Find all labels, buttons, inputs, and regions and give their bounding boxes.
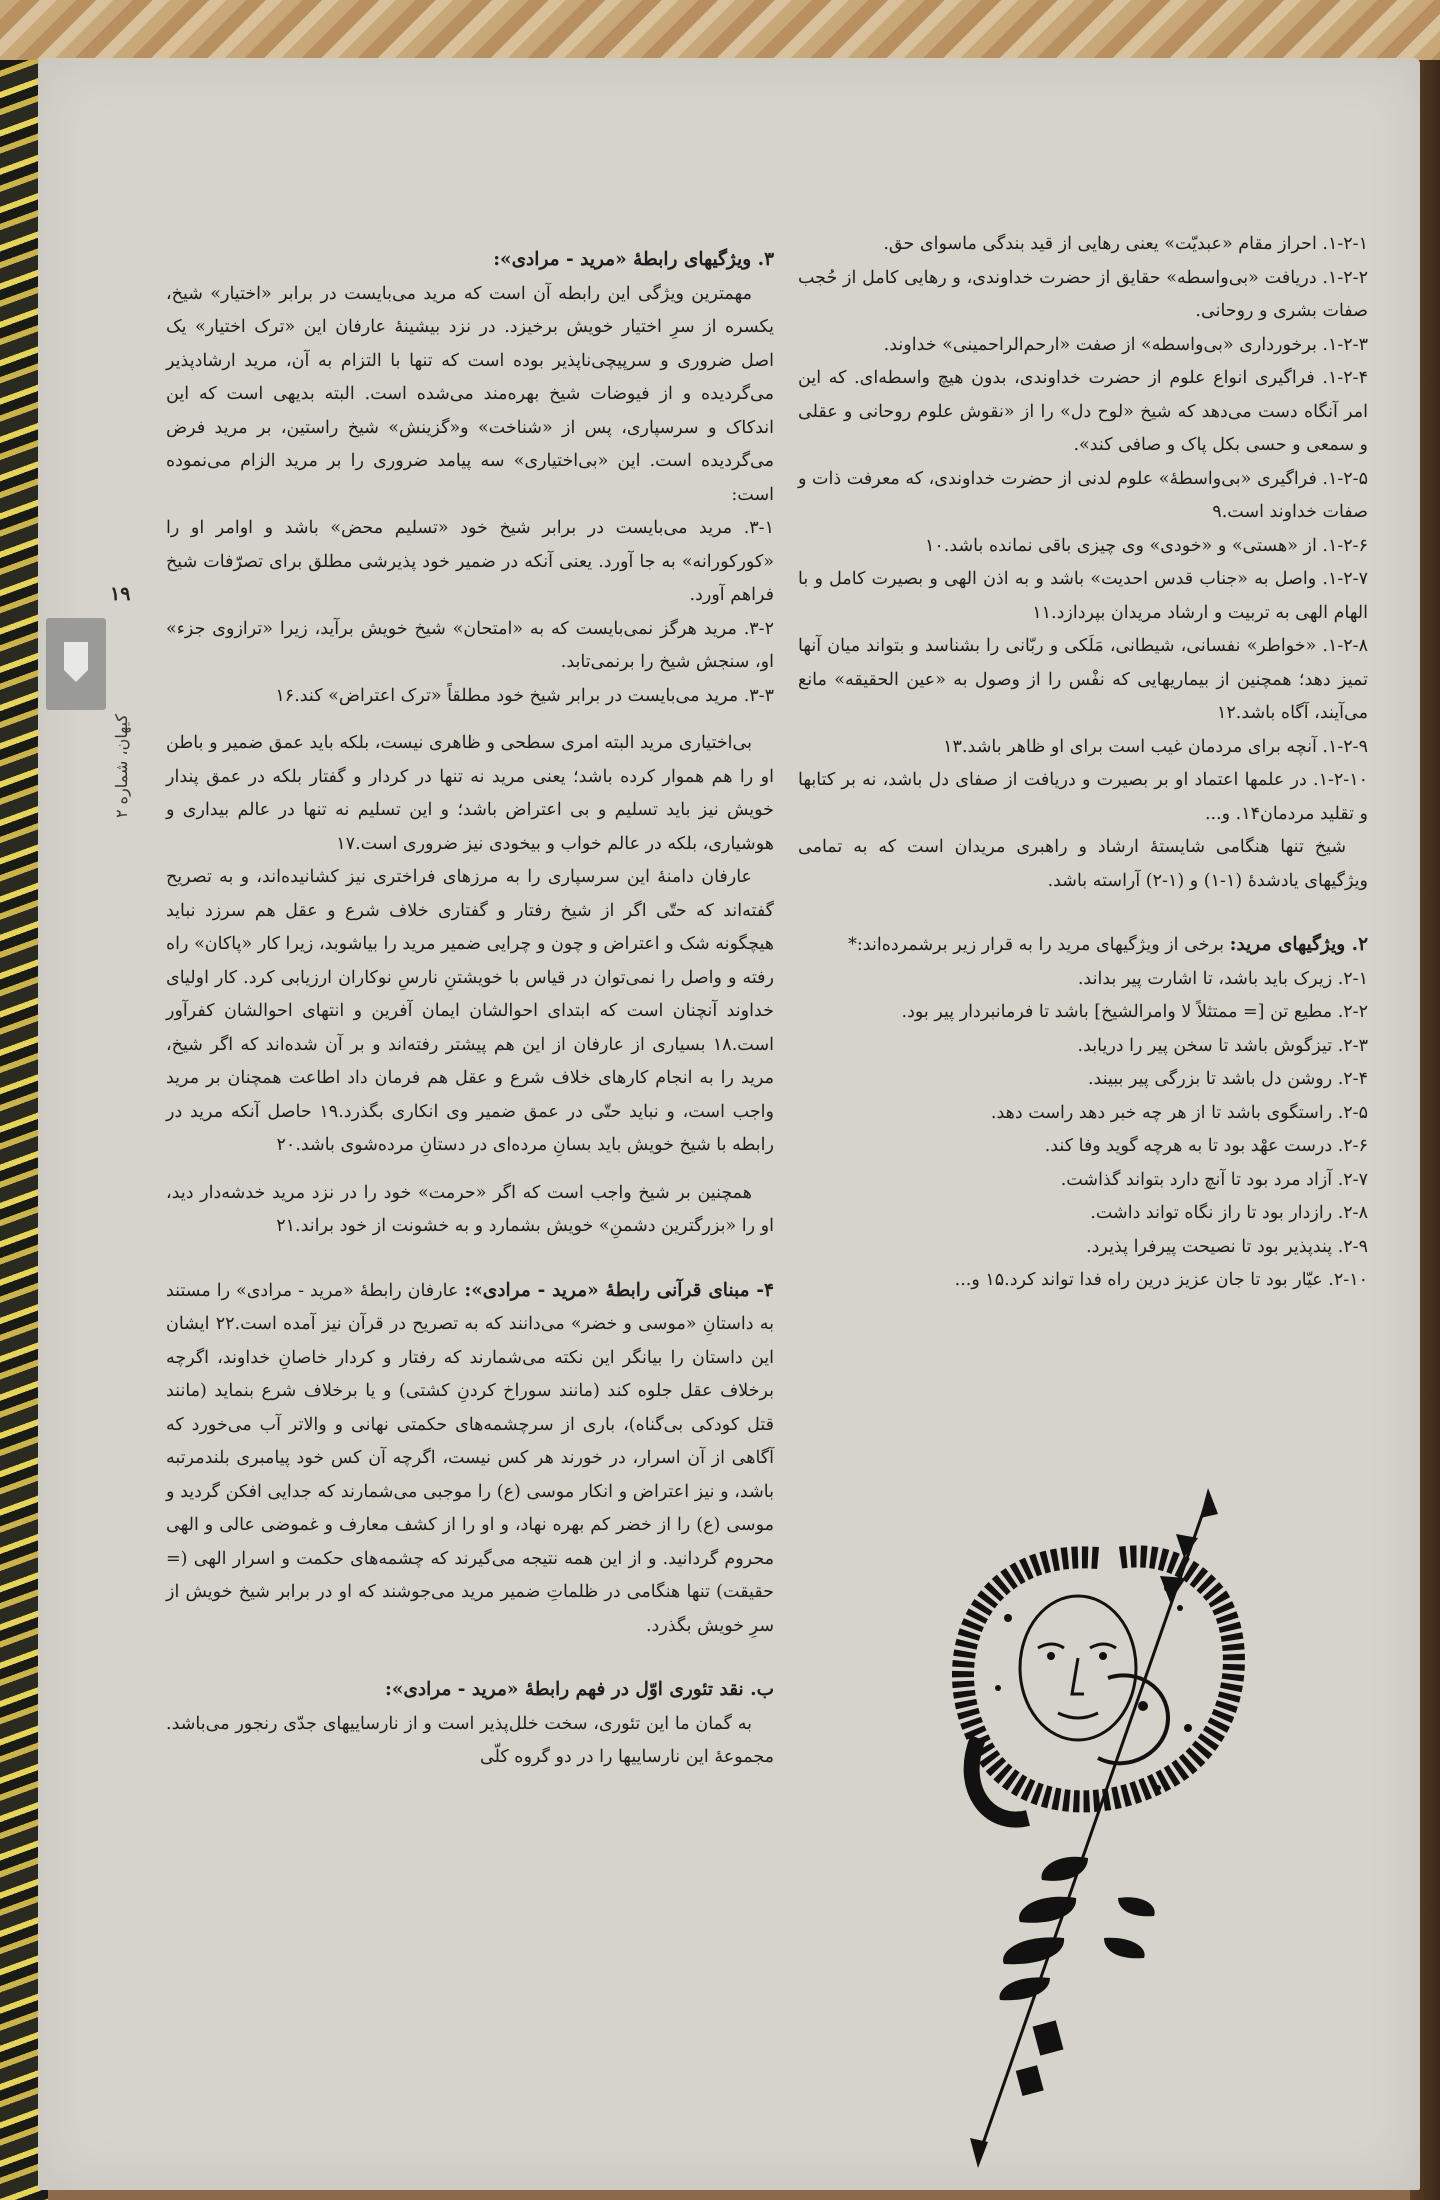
list-item: ۳-۳. مرید می‌بایست در برابر شیخ خود مطلقاً «ترک اعتراض» کند.۱۶ [275, 685, 774, 706]
paragraph: ۱-۲-۸. «خواطر» نفسانی، شیطانی، مَلَکی و ربّانی را بشناسد و بتواند میان آنها تمیز دهد؛ همچنین از بیماریهایی که نفْس را از وصول به «عین الحقیقه» مانع می‌آیند، آگاه باشد.۱۲ [798, 636, 1368, 723]
list-item: ۲-۲. مطیع تن [= ممتثلاً لا وامرالشیخ] باشد تا فرمانبردار پیر بود. [901, 1002, 1368, 1022]
section-intro: برخی از ویژگیهای مرید را به قرار زیر برشمرده‌اند:* [848, 935, 1225, 955]
left-column [166, 243, 774, 1775]
section-heading: ۴- مبنای قرآنی رابطهٔ «مرید - مرادی»: [464, 1279, 774, 1301]
list-item: ۳-۲. مرید هرگز نمی‌بایست که به «امتحان» شیخ خویش برآید، زیرا «ترازوی جزء» او، سنجش شیخ را برنمی‌تابد. [166, 618, 774, 672]
right-column [798, 228, 1368, 1298]
paragraph: ۱-۲-۴. فراگیری انواع علوم از حضرت خداوندی، بدون هیچ واسطه‌ای. که این امر آنگاه دست می‌دهد که شیخ «لوح دل» را از «نقوش علوم روحانی و عقلی و سمعی و حسی بکل پاک و صافی کند». [798, 368, 1368, 455]
paragraph: ۱-۲-۹. آنچه برای مردمان غیب است برای او ظاهر باشد.۱۳ [943, 736, 1368, 757]
list-item: ۲-۹. پندپذیر بود تا نصیحت پیرفرا پذیرد. [1086, 1236, 1368, 1257]
section-heading: ب. نقد تئوری اوّل در فهم رابطهٔ «مرید - مرادی»: [384, 1679, 774, 1700]
paragraph: عارفان دامنهٔ این سرسپاری را به مرزهای فراختری نیز کشانیده‌اند، و به تصریح گفته‌اند که حتّی اگر از شیخ رفتار و گفتاری خلاف شرع و عقل هم سرزد نباید هیچگونه شک و اعتراض و چون و چرایی ضمیر مرید را بیاشوبد، زیرا کار «پاکان» راه رفته و واصل را نمی‌توان در قیاس با خویشتنِ نارسِ نوکاران ارزیابی کرد. کار اولیای خداوند آنچنان است که ابتدای احوالشان ایمان آفرین و انتهای احوالشان کفرآور است.۱۸ بسیاری از عارفان از این هم پیشتر رفته‌اند و بر آن شده‌اند که اگر شیخ، مرید را به انجام کارهای خلاف شرع و عقل هم فرمان داد اطاعت همچنان بر مرید واجب است، و نباید حتّی در عمق ضمیر وی انکاری بگذرد.۱۹ حاصل آنکه مرید در رابطه با شیخ خویش باید بسانِ مرده‌ای در دستانِ مرده‌شوی باشد.۲۰ [166, 867, 774, 1155]
paragraph: شیخ تنها هنگامی شایستهٔ ارشاد و راهبری مریدان است که به تمامی ویژگیهای یادشدهٔ (۱-۱) و (۱-۲) آراسته باشد. [798, 837, 1368, 891]
paragraph: عارفان رابطهٔ «مرید - مرادی» را مستند به داستانِ «موسی و خضر» می‌دانند که به تصریح در قرآن نیز آمده است.۲۲ ایشان این داستان را بیانگر این نکته می‌شمارند که رفتار و کردار خاصانِ خداوند، اگرچه برخلاف عقل جلوه کند (مانند سوراخ کردنِ کشتی) و یا برخلاف شرع بنماید (مانند قتل کودکی بی‌گناه)، باری از سرچشمه‌های حکمتی نهانی و والاتر آب می‌خورد که آگاهی از آن اسرار، در خورند هر کس نیست، اگرچه آن کس خود پیامبری بلندمرتبه باشد، و نیز اعتراض و انکار موسی (ع) را موجبی می‌شمارند که جدایی افکن گردید و موسی (ع) را از خضر کم بهره نهاد، و او را از کشف معارف و غموضی عالی و الهی محروم گردانید. و از این همه نتیجه می‌گیرند که چشمه‌های حکمت و اسرار الهی (= حقیقت) تنها هنگامی در ظلماتِ ضمیر مرید می‌جوشند که او در برابر شیخ خویش از سرِ خویش بگذرد. [166, 1280, 775, 1636]
list-item: ۲-۴. روشن دل باشد تا بزرگی پیر ببیند. [1087, 1069, 1368, 1089]
paragraph: مهمترین ویژگی این رابطه آن است که مرید می‌بایست در برابر «اختیار» شیخ، یکسره از سرِ اختیار خویش برخیزد. در نزد بیشینهٔ عارفان این «ترک اختیار» یک اصل ضروری و سرپیچی‌ناپذیر بوده است که تنها با التزام به آن، مرید ارشادپذیر می‌گردیده و از فیوضات شیخ بهره‌مند می‌شده است. البته بدیهی است که این اندکاک و سرسپاری، پس از «شناخت» و«گزینش» شیخ راستین، بر مرید فرض می‌گردیده است. این «بی‌اختیاری» سه پیامد ضروری را بر مرید الزام می‌نموده است: [166, 283, 774, 505]
list-item: ۲-۸. رازدار بود تا راز نگاه تواند داشت. [1090, 1203, 1368, 1223]
journal-page [38, 58, 1420, 2190]
list-item: ۲-۵. راستگوی باشد تا از هر چه خبر دهد راست دهد. [990, 1102, 1368, 1123]
journal-label: کیهان، شماره ۲ [112, 713, 131, 818]
paragraph: ۱-۲-۱۰. در علمها اعتماد او بر بصیرت و دریافت از صفای دل باشد، نه بر کتابها و تقلید مردمان۱۴. و... [798, 770, 1368, 824]
paragraph: به گمان ما این تئوری، سخت خلل‌پذیر است و از نارساییهای جدّی رنجور می‌باشد. مجموعهٔ این نارساییها را در دو گروه کلّی [166, 1713, 774, 1767]
section-heading: ۳. ویژگیهای رابطهٔ «مرید - مرادی»: [493, 249, 774, 270]
ink-illustration [918, 1478, 1378, 2178]
list-item: ۲-۳. تیزگوش باشد تا سخن پیر را دریابد. [1077, 1035, 1368, 1056]
section-heading: ۲. ویژگیهای مرید: [1229, 934, 1368, 955]
paragraph: ۱-۲-۵. فراگیری «بی‌واسطهٔ» علوم لدنی از حضرت خداوندی، که معرفت ذات و صفات خداوند است.۹ [798, 468, 1368, 522]
paragraph: بی‌اختیاری مرید البته امری سطحی و ظاهری نیست، بلکه باید عمق ضمیر و باطن او را هم هموار کرده باشد؛ یعنی مرید نه تنها در کردار و گفتار بلکه در عمق پندار خویش نیز باید تسلیم و بی اعتراض باشد؛ و این تسلیم نه تنها در عالم بیداری و هوشیاری، بلکه در عالم خواب و بیخودی نیز ضروری است.۱۷ [166, 733, 774, 854]
paragraph: ۱-۲-۱. احراز مقام «عبدیّت» یعنی رهایی از قید بندگی ماسوای حق. [883, 234, 1368, 254]
paragraph: ۱-۲-۲. دریافت «بی‌واسطه» حقایق از حضرت خداوندی، و رهایی کامل از حُجب صفات بشری و روحانی. [798, 267, 1368, 321]
pen-nib-icon [64, 642, 88, 682]
paragraph: ۱-۲-۷. واصل به «جناب قدس احدیت» باشد و به اذن الهی و بصیرت کامل و با الهام الهی به تربیت و ارشاد مریدان بپردازد.۱۱ [798, 569, 1368, 623]
list-item: ۲-۶. درست عهْد بود تا به هرچه گوید وفا کند. [1044, 1136, 1368, 1156]
page-number: ۱۹ [110, 583, 131, 605]
list-item: ۲-۱. زیرک باید باشد، تا اشارت پیر بداند. [1077, 968, 1368, 989]
list-item: ۳-۱. مرید می‌بایست در برابر شیخ خود «تسلیم محض» باشد و اوامر او را «کورکورانه» به جا آورد. یعنی آنکه در ضمیر خود پذیرشی مطلق برای تصرّفات شیخ فراهم آورد. [166, 518, 774, 605]
paragraph: ۱-۲-۶. از «هستی» و «خودی» وی چیزی باقی نمانده باشد.۱۰ [924, 535, 1368, 556]
list-item: ۲-۷. آزاد مرد بود تا آنچ دارد بتواند گذاشت. [1060, 1169, 1368, 1190]
paragraph: همچنین بر شیخ واجب است که اگر «حرمت» خود را در نزد مرید خدشه‌دار دید، او را «بزرگترین دشمنِ» خویش بشمارد و به خشونت از خود براند.۲۱ [166, 1182, 774, 1236]
paragraph: ۱-۲-۳. برخورداری «بی‌واسطه» از صفت «ارحم‌الراحمینی» خداوند. [883, 334, 1368, 355]
journal-side-tab [46, 618, 106, 710]
list-item: ۲-۱۰. عیّار بود تا جان عزیز درین راه فدا تواند کرد.۱۵ و... [954, 1270, 1368, 1290]
